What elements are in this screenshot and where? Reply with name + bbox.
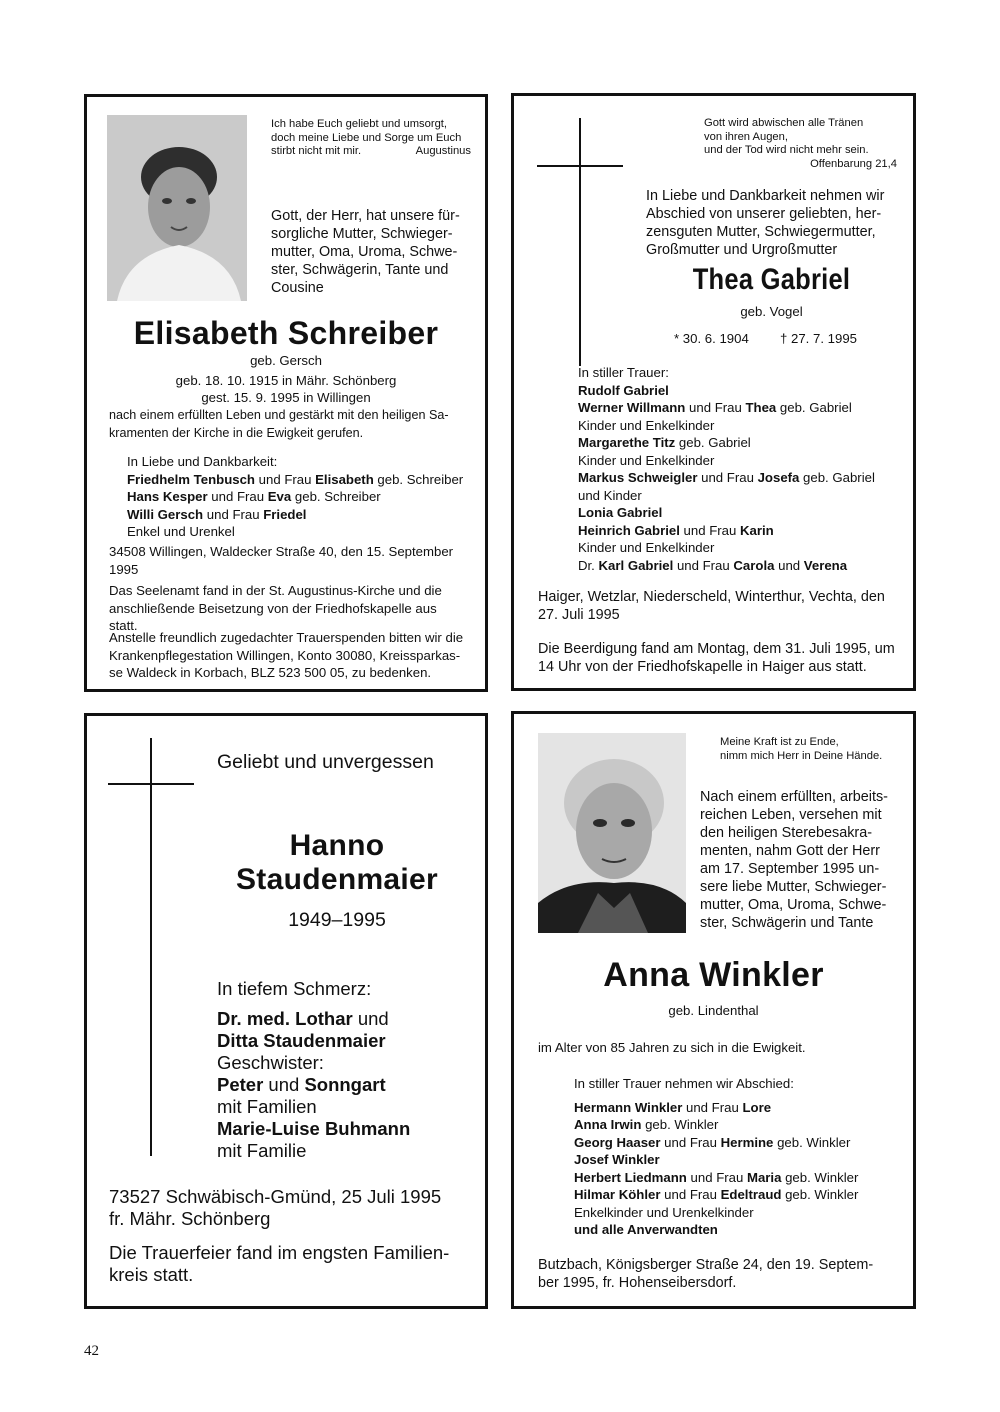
intro-line: am 17. September 1995 un- bbox=[700, 861, 880, 877]
quote-line: stirbt nicht mit mir. bbox=[271, 145, 362, 157]
mourner-line: mit Familien bbox=[217, 1096, 317, 1117]
mourner-line: Enkel und Urenkel bbox=[127, 524, 235, 539]
mourner-line: und Kinder bbox=[578, 487, 642, 503]
deceased-name: Thea Gabriel bbox=[692, 263, 851, 296]
funeral-staudenmaier bbox=[109, 1242, 479, 1286]
intro-line: sorgliche Mutter, Schwieger- bbox=[271, 226, 453, 242]
obituary-gabriel bbox=[511, 93, 916, 691]
donation-line: Anstelle freundlich zugedachter Trauerspenden bitten wir die bbox=[109, 630, 464, 645]
address-line: 34508 Willingen, Waldecker Straße 40, den 15. September bbox=[109, 544, 454, 559]
mourner-line: Marie-Luise Buhmann bbox=[217, 1118, 411, 1139]
mourners-gabriel bbox=[578, 364, 908, 574]
intro-line: In Liebe und Dankbarkeit nehmen wir bbox=[646, 188, 885, 204]
deceased-name: Anna Winkler bbox=[603, 956, 824, 994]
mourners-winkler bbox=[574, 1075, 910, 1239]
mourners-staudenmaier bbox=[217, 978, 477, 1162]
funeral-line: Die Beerdigung fand am Montag, dem 31. Juli 1995, um bbox=[538, 641, 895, 657]
mourner-line: Kinder und Enkelkinder bbox=[578, 417, 715, 433]
intro-line: Großmutter und Urgroßmutter bbox=[646, 242, 838, 258]
life-years: 1949–1995 bbox=[288, 909, 386, 931]
donation-line: Krankenpflegestation Willingen, Konto 30080, Kreissparkas- bbox=[109, 647, 461, 663]
portrait-photo-winkler bbox=[538, 733, 686, 933]
obituary-winkler bbox=[511, 711, 916, 1309]
mourner-line: Hans Kesper und Frau Eva geb. Schreiber bbox=[127, 489, 381, 504]
intro-line: sere liebe Mutter, Schwieger- bbox=[700, 879, 887, 895]
mourner-line: Georg Haaser und Frau Hermine geb. Winkler bbox=[574, 1134, 851, 1150]
funeral-line: Die Trauerfeier fand im engsten Familien- bbox=[109, 1242, 450, 1263]
mourners-heading: In stiller Trauer nehmen wir Abschied: bbox=[574, 1076, 794, 1091]
quote-author: Augustinus bbox=[415, 145, 471, 157]
death-line: † 27. 7. 1995 bbox=[780, 331, 857, 346]
mourner-line: Heinrich Gabriel und Frau Karin bbox=[578, 522, 774, 538]
funeral-line: kreis statt. bbox=[109, 1264, 194, 1285]
portrait-image bbox=[107, 115, 247, 301]
heading: Geliebt und unvergessen bbox=[217, 751, 434, 773]
cross-vertical bbox=[579, 118, 581, 366]
address-line: 1995 bbox=[109, 561, 139, 577]
intro-line: zensguten Mutter, Schwiegermutter, bbox=[646, 224, 876, 240]
places-gabriel bbox=[538, 588, 898, 624]
places-line: 27. Juli 1995 bbox=[538, 607, 620, 623]
intro-line: reichen Leben, versehen mit bbox=[700, 807, 882, 823]
mourners-heading: In tiefem Schmerz: bbox=[217, 978, 372, 999]
places-line: Haiger, Wetzlar, Niederscheld, Winterthur, Vechta, den bbox=[538, 589, 885, 605]
mourners-schreiber bbox=[127, 453, 477, 541]
funeral-line: 14 Uhr von der Friedhofskapelle in Haiger aus statt. bbox=[538, 659, 867, 675]
quote-source: Offenbarung 21,4 bbox=[810, 157, 897, 170]
funeral-line: anschließende Beisetzung von der Friedhofskapelle aus bbox=[109, 600, 437, 616]
address-line: Butzbach, Königsberger Straße 24, den 19. Septem- bbox=[538, 1257, 874, 1273]
mourners-heading: In stiller Trauer: bbox=[578, 365, 669, 380]
mourner-line: Ditta Staudenmaier bbox=[217, 1030, 386, 1051]
place-staudenmaier bbox=[109, 1186, 479, 1230]
mourner-line: Kinder und Enkelkinder bbox=[578, 452, 715, 468]
after-line: kramenten der Kirche in die Ewigkeit gerufen. bbox=[109, 425, 364, 440]
after-line: nach einem erfüllten Leben und gestärkt mit den heiligen Sa- bbox=[109, 408, 449, 422]
born-name: geb. Vogel bbox=[740, 304, 803, 319]
quote-gabriel bbox=[664, 117, 897, 171]
address-schreiber bbox=[109, 543, 469, 578]
mourner-line: Werner Willmann und Frau Thea geb. Gabriel bbox=[578, 400, 852, 415]
quote-line: von ihren Augen, bbox=[704, 130, 788, 143]
funeral-schreiber bbox=[109, 582, 469, 635]
quote-line: und der Tod wird nicht mehr sein. bbox=[704, 144, 869, 156]
place-line: fr. Mähr. Schönberg bbox=[109, 1208, 271, 1229]
born-name: geb. Gersch bbox=[250, 353, 322, 368]
portrait-photo-schreiber bbox=[107, 115, 247, 301]
intro-line: ster, Schwägerin und Tante bbox=[700, 915, 874, 931]
mourner-line: Rudolf Gabriel bbox=[578, 382, 669, 398]
address-winkler bbox=[538, 1256, 904, 1292]
born-name: geb. Lindenthal bbox=[668, 1003, 759, 1018]
intro-line: ster, Schwägerin, Tante und bbox=[271, 262, 449, 278]
mourner-line: Enkelkinder und Urenkelkinder bbox=[574, 1204, 754, 1220]
obituary-schreiber bbox=[84, 94, 488, 692]
birth-line: geb. 18. 10. 1915 in Mähr. Schönberg bbox=[175, 373, 397, 388]
first-name: Hanno bbox=[289, 829, 385, 862]
mourner-line: Anna Irwin geb. Winkler bbox=[574, 1117, 719, 1132]
deceased-name: Elisabeth Schreiber bbox=[133, 315, 439, 351]
intro-line: mutter, Oma, Uroma, Schwe- bbox=[700, 897, 887, 913]
mourner-line: Herbert Liedmann und Frau Maria geb. Winkler bbox=[574, 1169, 859, 1185]
intro-schreiber bbox=[271, 207, 471, 297]
intro-line: menten, nahm Gott der Herr bbox=[700, 843, 880, 859]
mourner-line: Josef Winkler bbox=[574, 1152, 660, 1167]
intro-gabriel bbox=[646, 187, 897, 259]
mourner-line: Dr. med. Lothar und bbox=[217, 1008, 389, 1029]
age-line: im Alter von 85 Jahren zu sich in die Ewigkeit. bbox=[538, 1040, 806, 1055]
mourner-line: Hermann Winkler und Frau Lore bbox=[574, 1099, 772, 1115]
mourner-line: mit Familie bbox=[217, 1140, 307, 1161]
intro-line: den heiligen Sterebesakra- bbox=[700, 825, 872, 841]
mourner-line: Geschwister: bbox=[217, 1052, 324, 1073]
quote-line: doch meine Liebe und Sorge um Euch bbox=[271, 131, 462, 144]
death-line: gest. 15. 9. 1995 in Willingen bbox=[201, 390, 371, 405]
intro-line: Abschied von unserer geliebten, her- bbox=[646, 206, 882, 222]
intro-line: Nach einem erfüllten, arbeits- bbox=[700, 789, 888, 805]
quote-line: Ich habe Euch geliebt und umsorgt, bbox=[271, 118, 448, 130]
address-line: ber 1995, fr. Hohenseibersdorf. bbox=[538, 1275, 737, 1291]
birth-line: * 30. 6. 1904 bbox=[674, 331, 749, 346]
intro-winkler bbox=[700, 788, 896, 932]
after-text bbox=[109, 407, 475, 442]
cross-horizontal bbox=[537, 165, 623, 167]
last-name: Staudenmaier bbox=[236, 863, 438, 896]
quote-line: nimm mich Herr in Deine Hände. bbox=[720, 749, 883, 762]
donation-line: se Waldeck in Korbach, BLZ 523 500 05, zu bedenken. bbox=[109, 665, 432, 680]
quote-winkler bbox=[720, 736, 910, 763]
mourner-line: Dr. Karl Gabriel und Frau Carola und Verena bbox=[578, 557, 848, 573]
intro-line: Gott, der Herr, hat unsere für- bbox=[271, 208, 460, 224]
funeral-gabriel bbox=[538, 640, 904, 676]
quote-schreiber bbox=[271, 118, 471, 159]
mourner-line: Lonia Gabriel bbox=[578, 505, 663, 520]
obituary-staudenmaier bbox=[84, 713, 488, 1309]
mourner-line: Markus Schweigler und Frau Josefa geb. Gabriel bbox=[578, 470, 875, 485]
portrait-image bbox=[538, 733, 686, 933]
page-number: 42 bbox=[84, 1343, 99, 1359]
intro-line: mutter, Oma, Uroma, Schwe- bbox=[271, 244, 458, 260]
intro-line: Cousine bbox=[271, 280, 324, 296]
mourner-line: und alle Anverwandten bbox=[574, 1222, 718, 1237]
mourner-line: Hilmar Köhler und Frau Edeltraud geb. Winkler bbox=[574, 1187, 859, 1202]
mourner-line: Peter und Sonngart bbox=[217, 1074, 386, 1095]
mourners-heading: In Liebe und Dankbarkeit: bbox=[127, 454, 278, 469]
mourner-line: Friedhelm Tenbusch und Frau Elisabeth geb. Schreiber bbox=[127, 471, 464, 487]
funeral-line: Das Seelenamt fand in der St. Augustinus-Kirche und die bbox=[109, 583, 442, 598]
quote-line: Meine Kraft ist zu Ende, bbox=[720, 736, 839, 748]
funeral-line: statt. bbox=[109, 618, 138, 633]
donation-schreiber bbox=[109, 629, 475, 682]
mourner-line: Kinder und Enkelkinder bbox=[578, 540, 715, 555]
place-line: 73527 Schwäbisch-Gmünd, 25 Juli 1995 bbox=[109, 1186, 442, 1207]
cross-horizontal bbox=[108, 783, 194, 785]
cross-vertical bbox=[150, 738, 152, 1156]
quote-line: Gott wird abwischen alle Tränen bbox=[704, 117, 864, 129]
mourner-line: Margarethe Titz geb. Gabriel bbox=[578, 435, 751, 450]
mourner-line: Willi Gersch und Frau Friedel bbox=[127, 506, 307, 522]
